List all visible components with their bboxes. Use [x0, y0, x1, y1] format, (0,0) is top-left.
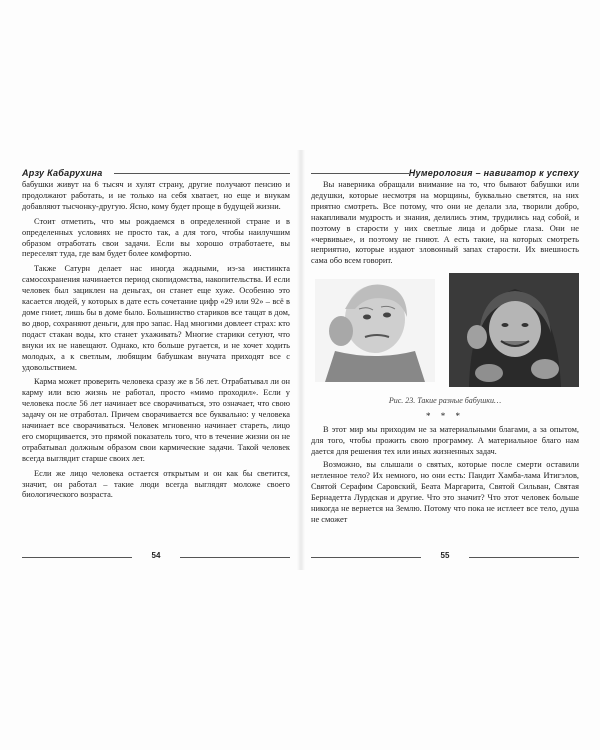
left-page-footer [22, 551, 290, 565]
left-header-rule [114, 173, 290, 174]
left-page-number: 54 [148, 551, 165, 560]
left-paragraph-5: Если же лицо человека остается открытым и он как бы светится, значит, он работал – такие люди всегда выглядят моложе своего биологического возраста. [22, 468, 290, 500]
right-paragraph-1: Вы наверника обращали внимание на то, что бывают бабушки или дедушки, которые несмотря на морщины, буквально светятся, на них приятно смотреть. Все потому, что они не делали зла, творили добро, накапливали мудрость и знания, делились этим, трудились над собой, и поэтому в старости у них светлые лица и добрые глаза. Они не «червивые», и поэтому не гниют. А есть такие, на которых смотреть неприятно, которые издают зловонный запах старости. Их внешность сама обо всем говорит. [311, 180, 579, 266]
figure-photos [311, 273, 579, 391]
right-running-header [311, 168, 579, 180]
right-page-footer [311, 551, 579, 565]
left-page [22, 168, 290, 501]
footer-rule-left [22, 557, 132, 558]
book-gutter [297, 150, 305, 570]
figure-caption: Рис. 23. Такие разные бабушки… [388, 396, 502, 406]
right-page [311, 168, 579, 525]
left-paragraph-2: Стоит отметить, что мы рождаемся в определенной стране и в определенных условиях не просто так, а для того, чтобы наилучшим образом отработать свои задачи. Если вы хорошо отработаете, вы переселят туда, где вам будет более комфортно. [22, 216, 290, 259]
left-running-header [22, 168, 290, 180]
photo-grumpy-grandmother [315, 279, 435, 382]
footer-rule-right [469, 557, 579, 558]
footer-rule-right [180, 557, 290, 558]
left-paragraph-3: Также Сатурн делает нас иногда жадными, из-за инстинкта самосохранения начинается период скопидомства, накопительства. И если человек был зациклен на деньгах, он станет еще хуже. Особенно это касается людей, у которых в дате есть сочетание цифр «29 или 92» – всё в доме гниет, лишь бы в доме было. Большинство стариков все тащат в дом, во двор, сохраняют деньги, для про запас. Над многими довлеет страх: кто подаст стакан воды, кто станет ухаживать? Многие старики сетуют, что внуки их не навещают. Однако, кто больше ругается, и не хочет ходить молодых, а к светлым, любящим бабушкам внучата приходят все с удовольствием. [22, 264, 290, 372]
right-paragraph-3: Возможно, вы слышали о святых, которые после смерти оставили нетленное тело? Их немного, но они есть: Пандит Хамба-лама Итигэлов, Святой Серафим Саровский, Беата Маргарита, Святой Сильван, Святая Бернадетта Лурдская и другие. Что это значит? Что этот человек больше никогда не вернется на Землю. Потому что пока не истлеет все тело, душа не сможет [311, 459, 579, 524]
right-paragraph-2: В этот мир мы приходим не за материальными благами, а за опытом, для того, чтобы прожить свою программу. А материальное благо нам дается для решения тех или иных жизненных задач. [311, 425, 579, 457]
left-paragraph-4: Карма может проверить человека сразу же в 56 лет. Отрабатывал ли он карму или всю жизнь не работал, просто «мимо проходил». Если у человека после 56 лет начинает все сворачиваться, это означает, что свою задачу он не отработал. Причем сворачивается все буквально: у человека начинает все сворачиваться. Человек мгновенно начинает стареть, лицо его сморщивается, это прямой показатель того, что в течение жизни он не отрабатывал должным образом свои кармические задачи. Такой человек всегда выглядит старше своих лет. [22, 377, 290, 463]
section-separator: * * * [426, 411, 464, 422]
left-paragraph-1: бабушки живут на 6 тысяч и хулят страну, другие получают пенсию и продолжают работать, и не только на себя хватает, но еще и внукам добавляют тысчонку-другую. Ясно, кому будет проще в будущей жизни. [22, 180, 290, 211]
right-header-title: Нумерология – навигатор к успеху [408, 168, 579, 178]
right-page-number: 55 [437, 551, 454, 560]
footer-rule-left [311, 557, 421, 558]
photo-smiling-grandmother [449, 273, 579, 387]
left-header-title: Арзу Кабарухина [22, 168, 103, 178]
